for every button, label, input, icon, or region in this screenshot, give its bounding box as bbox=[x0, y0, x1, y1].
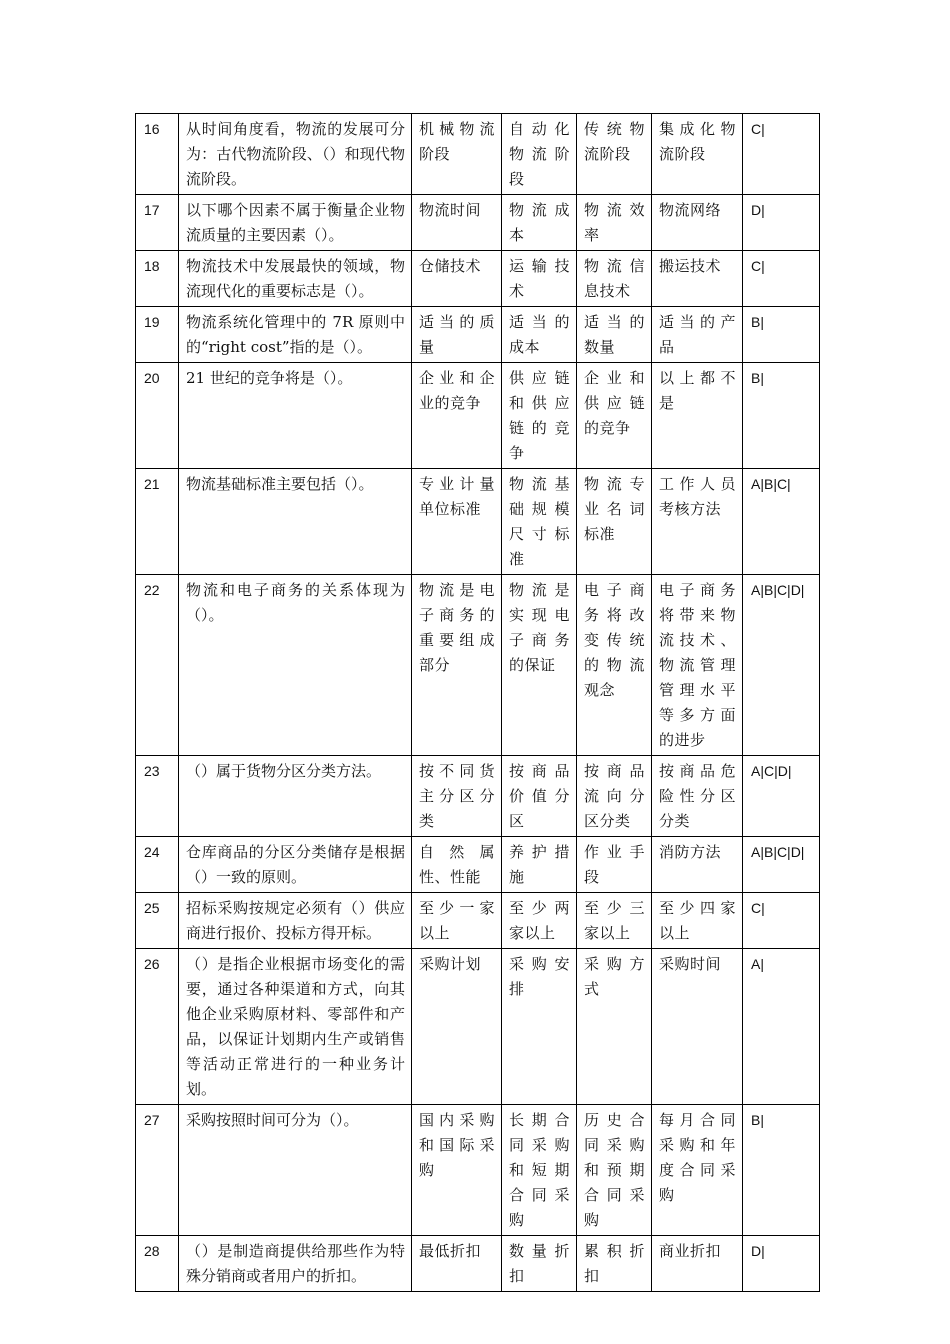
question-text: 招标采购按规定必须有（）供应商进行报价、投标方得开标。 bbox=[179, 893, 412, 949]
option-b: 数量折扣 bbox=[502, 1236, 577, 1292]
option-a: 自然属性、性能 bbox=[412, 837, 502, 893]
answer-key: C| bbox=[743, 114, 820, 195]
option-d: 每月合同采购和年度合同采购 bbox=[652, 1105, 743, 1236]
answer-key: A| bbox=[743, 949, 820, 1105]
option-b: 自动化物流阶段 bbox=[502, 114, 577, 195]
option-b: 采购安排 bbox=[502, 949, 577, 1105]
table-row bbox=[136, 195, 820, 251]
option-c: 传统物流阶段 bbox=[577, 114, 652, 195]
option-c: 物流信息技术 bbox=[577, 251, 652, 307]
question-number: 28 bbox=[136, 1236, 179, 1292]
table-row bbox=[136, 575, 820, 756]
answer-key: A|B|C|D| bbox=[743, 575, 820, 756]
table-row bbox=[136, 1105, 820, 1236]
option-c: 物流专业名词标准 bbox=[577, 469, 652, 575]
table-row bbox=[136, 949, 820, 1105]
answer-key: A|B|C|D| bbox=[743, 837, 820, 893]
option-d: 以上都不是 bbox=[652, 363, 743, 469]
question-number: 18 bbox=[136, 251, 179, 307]
option-d: 搬运技术 bbox=[652, 251, 743, 307]
answer-key: A|C|D| bbox=[743, 756, 820, 837]
question-text: 物流基础标准主要包括（）。 bbox=[179, 469, 412, 575]
option-b: 运输技术 bbox=[502, 251, 577, 307]
answer-key: B| bbox=[743, 363, 820, 469]
option-d: 至少四家以上 bbox=[652, 893, 743, 949]
question-text: 物流技术中发展最快的领域，物流现代化的重要标志是（）。 bbox=[179, 251, 412, 307]
question-text: 以下哪个因素不属于衡量企业物流质量的主要因素（）。 bbox=[179, 195, 412, 251]
option-d: 消防方法 bbox=[652, 837, 743, 893]
table-row bbox=[136, 837, 820, 893]
option-d: 适当的产品 bbox=[652, 307, 743, 363]
question-number: 21 bbox=[136, 469, 179, 575]
table-row bbox=[136, 893, 820, 949]
question-number: 22 bbox=[136, 575, 179, 756]
option-d: 工作人员考核方法 bbox=[652, 469, 743, 575]
option-c: 电子商务将改变传统的物流观念 bbox=[577, 575, 652, 756]
table-row bbox=[136, 756, 820, 837]
option-a: 物流是电子商务的重要组成部分 bbox=[412, 575, 502, 756]
question-number: 16 bbox=[136, 114, 179, 195]
option-d: 按商品危险性分区分类 bbox=[652, 756, 743, 837]
option-c: 至少三家以上 bbox=[577, 893, 652, 949]
option-c: 采购方式 bbox=[577, 949, 652, 1105]
answer-key: D| bbox=[743, 195, 820, 251]
question-text: 21 世纪的竞争将是（）。 bbox=[179, 363, 412, 469]
option-c: 按商品流向分区分类 bbox=[577, 756, 652, 837]
answer-key: A|B|C| bbox=[743, 469, 820, 575]
question-text: 仓库商品的分区分类储存是根据（）一致的原则。 bbox=[179, 837, 412, 893]
table-row bbox=[136, 251, 820, 307]
question-text: 采购按照时间可分为（）。 bbox=[179, 1105, 412, 1236]
option-a: 物流时间 bbox=[412, 195, 502, 251]
option-c: 适当的数量 bbox=[577, 307, 652, 363]
option-c: 企业和供应链的竞争 bbox=[577, 363, 652, 469]
option-b: 物流是实现电子商务的保证 bbox=[502, 575, 577, 756]
question-number: 25 bbox=[136, 893, 179, 949]
question-text: 物流和电子商务的关系体现为（）。 bbox=[179, 575, 412, 756]
option-a: 最低折扣 bbox=[412, 1236, 502, 1292]
option-a: 企业和企业的竞争 bbox=[412, 363, 502, 469]
option-d: 集成化物流阶段 bbox=[652, 114, 743, 195]
option-b: 适当的成本 bbox=[502, 307, 577, 363]
option-b: 供应链和供应链的竞争 bbox=[502, 363, 577, 469]
option-a: 国内采购和国际采购 bbox=[412, 1105, 502, 1236]
option-b: 物流成本 bbox=[502, 195, 577, 251]
question-number: 19 bbox=[136, 307, 179, 363]
answer-key: B| bbox=[743, 307, 820, 363]
option-c: 历史合同采购和预期合同采购 bbox=[577, 1105, 652, 1236]
option-a: 专业计量单位标准 bbox=[412, 469, 502, 575]
option-b: 养护措施 bbox=[502, 837, 577, 893]
question-text: （）属于货物分区分类方法。 bbox=[179, 756, 412, 837]
option-c: 累积折扣 bbox=[577, 1236, 652, 1292]
question-number: 24 bbox=[136, 837, 179, 893]
question-number: 17 bbox=[136, 195, 179, 251]
option-d: 电子商务将带来物流技术、物流管理管理水平等多方面的进步 bbox=[652, 575, 743, 756]
question-table bbox=[135, 113, 820, 1292]
option-a: 适当的质量 bbox=[412, 307, 502, 363]
table-row bbox=[136, 1236, 820, 1292]
option-d: 商业折扣 bbox=[652, 1236, 743, 1292]
option-b: 按商品价值分区 bbox=[502, 756, 577, 837]
question-text: 从时间角度看，物流的发展可分为：古代物流阶段、（）和现代物流阶段。 bbox=[179, 114, 412, 195]
option-d: 采购时间 bbox=[652, 949, 743, 1105]
option-b: 至少两家以上 bbox=[502, 893, 577, 949]
option-a: 仓储技术 bbox=[412, 251, 502, 307]
table-row bbox=[136, 307, 820, 363]
table-row bbox=[136, 114, 820, 195]
option-b: 物流基础规模尺寸标准 bbox=[502, 469, 577, 575]
question-table-body bbox=[136, 114, 820, 1292]
option-c: 作业手段 bbox=[577, 837, 652, 893]
option-a: 至少一家以上 bbox=[412, 893, 502, 949]
question-text: （）是指企业根据市场变化的需要，通过各种渠道和方式，向其他企业采购原材料、零部件和产品，以保证计划期内生产或销售等活动正常进行的一种业务计划。 bbox=[179, 949, 412, 1105]
question-number: 27 bbox=[136, 1105, 179, 1236]
option-a: 机械物流阶段 bbox=[412, 114, 502, 195]
answer-key: C| bbox=[743, 893, 820, 949]
option-d: 物流网络 bbox=[652, 195, 743, 251]
answer-key: D| bbox=[743, 1236, 820, 1292]
answer-key: C| bbox=[743, 251, 820, 307]
table-row bbox=[136, 469, 820, 575]
option-a: 采购计划 bbox=[412, 949, 502, 1105]
answer-key: B| bbox=[743, 1105, 820, 1236]
question-number: 26 bbox=[136, 949, 179, 1105]
question-text: （）是制造商提供给那些作为特殊分销商或者用户的折扣。 bbox=[179, 1236, 412, 1292]
question-number: 23 bbox=[136, 756, 179, 837]
option-c: 物流效率 bbox=[577, 195, 652, 251]
question-number: 20 bbox=[136, 363, 179, 469]
option-b: 长期合同采购和短期合同采购 bbox=[502, 1105, 577, 1236]
question-text: 物流系统化管理中的 7R 原则中的“right cost”指的是（）。 bbox=[179, 307, 412, 363]
table-row bbox=[136, 363, 820, 469]
option-a: 按不同货主分区分类 bbox=[412, 756, 502, 837]
